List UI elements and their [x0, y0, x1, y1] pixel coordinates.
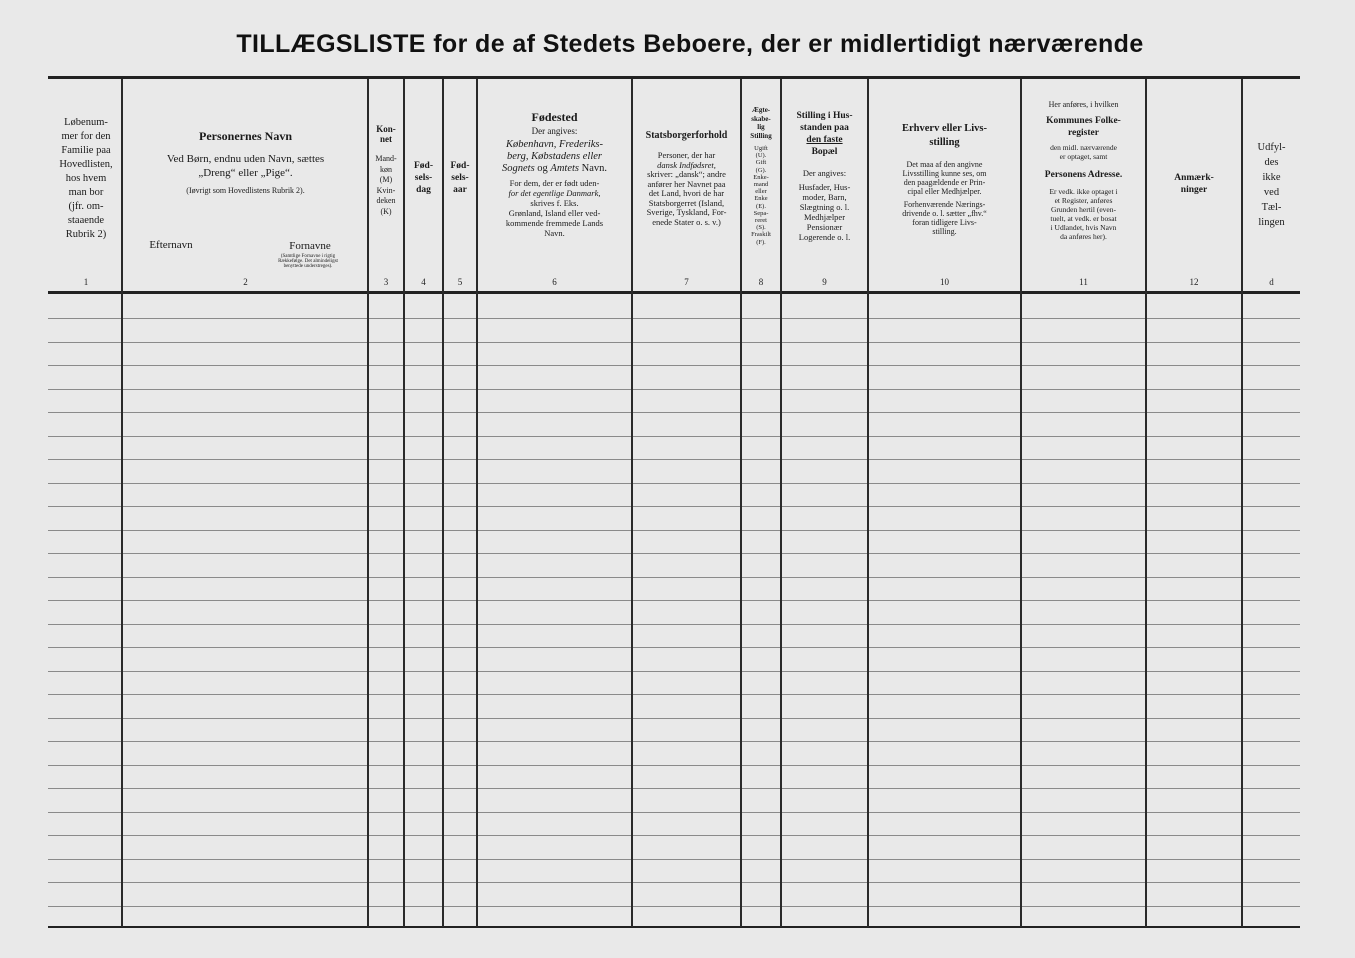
ruled-row-line	[48, 765, 1300, 766]
ruled-row-line	[48, 600, 1300, 601]
column-number: d	[1269, 277, 1274, 287]
column-number: 11	[1079, 277, 1088, 287]
ruled-row-line	[48, 882, 1300, 883]
column-number: 5	[457, 277, 463, 287]
form-title: TILLÆGSLISTE for de af Stedets Beboere, der er midlertidigt nærværende	[236, 30, 1144, 58]
col8-header: Ægte- skabe- lig Stilling Ugift (U). Gift (G). Enke- mand eller Enke (E). Sepa- reret (S). Fraskilt (F).	[750, 106, 772, 246]
column-divider	[403, 79, 405, 927]
column-divider	[442, 79, 444, 927]
ruled-row-line	[48, 436, 1300, 437]
ruled-row-line	[48, 459, 1300, 460]
ruled-row-line	[48, 812, 1300, 813]
col6-header: Fødested Der angives: København, Frederiks- berg, Købstadens eller Sognets og Amtets Navn. For dem, der er født uden- for det egentlige Danmark, skrives f. Eks. Grønland, Island eller ved- kommende fremmede Lands Navn.	[502, 110, 607, 238]
ruled-row-line	[48, 389, 1300, 390]
ruled-row-line	[48, 859, 1300, 860]
ruled-row-line	[48, 577, 1300, 578]
column-number: 12	[1189, 277, 1199, 287]
header-bottom-border	[48, 291, 1300, 294]
col2-subheader-firstnames: Fornavne	[289, 240, 331, 252]
ruled-row-line	[48, 342, 1300, 343]
ruled-row-line	[48, 671, 1300, 672]
column-number: 1	[83, 277, 89, 287]
ruled-row-line	[48, 483, 1300, 484]
col4-header: Fød- sels- dag	[414, 161, 433, 195]
column-number: 10	[940, 277, 949, 287]
column-number: 4	[421, 277, 426, 287]
col12-header: Anmærk- ninger	[1174, 173, 1214, 195]
ruled-row-line	[48, 553, 1300, 554]
col5-header: Fød- sels- aar	[450, 161, 470, 195]
ruled-row-line	[48, 906, 1300, 907]
column-number: 6	[552, 277, 557, 287]
col-d-header: Udfyl- des ikke ved Tæl- lingen	[1257, 142, 1286, 228]
header-top-border	[48, 76, 1300, 79]
column-number: 9	[822, 277, 827, 287]
column-number: 3	[383, 277, 389, 287]
table-bottom-border	[48, 926, 1300, 928]
ruled-row-line	[48, 647, 1300, 648]
col3-header: Kon- net Mand- køn (M) Kvin- deken (K)	[375, 124, 397, 216]
ruled-row-line	[48, 624, 1300, 625]
column-number: 2	[243, 277, 248, 287]
ruled-row-line	[48, 835, 1300, 836]
ruled-row-line	[48, 412, 1300, 413]
ruled-row-line	[48, 365, 1300, 366]
col9-header: Stilling i Hus- standen paa den faste Bopæl Der angives: Husfader, Hus- moder, Barn, Slægtning o. l. Medhjælper Pensionær Logerende o. l.	[796, 111, 853, 242]
col7-header: Statsborgerforhold Personer, der har dansk Indfødsret, skriver: „dansk“; andre anfører her Navnet paa det Land, hvori de har Statsborgerret (Island, Sverige, Tyskland, For- enede Stater o. s. v.)	[645, 130, 728, 227]
col10-header: Erhverv eller Livs- stilling Det maa af den angivne Livsstilling kunne ses, om den paagældende er Prin- cipal eller Medhjælper. Forhenværende Nærings- drivende o. l. sætter „fhv.“ foran tidligere Livs- stilling.	[902, 123, 987, 236]
col11-header: Her anføres, i hvilken Kommunes Folke- register den midl. nærværende er optaget, samt Personens Adresse. Er vedk. ikke optaget i et Register, anføres Grunden hertil (even- tuelt, at vedk. er bosat i Udlandet, hvis Navn da anføres her).	[1044, 100, 1123, 241]
column-number: 7	[684, 277, 689, 287]
col2-header: Personernes Navn Ved Børn, endnu uden Navn, sættes „Dreng“ eller „Pige“. (Iøvrigt som Hovedlistens Rubrik 2).	[166, 129, 325, 195]
ruled-row-line	[48, 694, 1300, 695]
ruled-row-line	[48, 788, 1300, 789]
column-divider	[1145, 79, 1147, 927]
col2-subheader-surname: Efternavn	[149, 239, 193, 251]
col1-header: Løbenum- mer for den Familie paa Hovedlisten, hos hvem man bor (jfr. om- staaende Rubrik 2)	[59, 117, 113, 240]
ruled-row-line	[48, 530, 1300, 531]
ruled-row-line	[48, 741, 1300, 742]
ruled-row-line	[48, 318, 1300, 319]
ruled-row-line	[48, 506, 1300, 507]
ruled-row-line	[48, 718, 1300, 719]
column-number: 8	[758, 277, 764, 287]
col2-subheader-note: (Samtlige Fornavne i rigtig Rækkefølge. Det almindeligst benyttede understreges).	[278, 254, 338, 269]
